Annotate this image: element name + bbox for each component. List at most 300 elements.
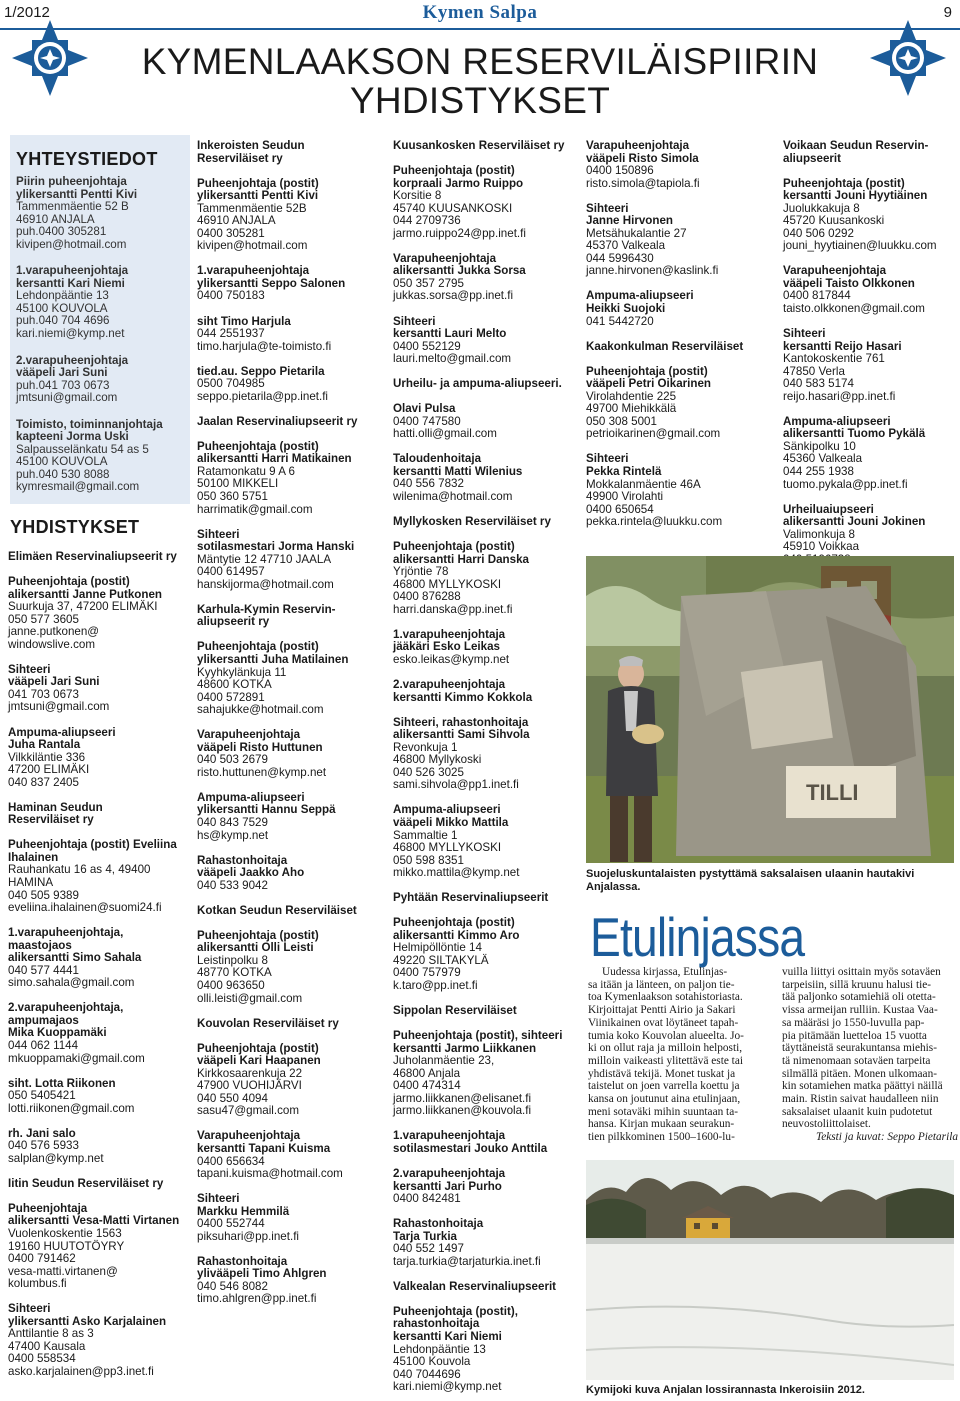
entry-detail: risto.huttunen@kymp.net	[197, 765, 327, 779]
entry-heading: Varapuheenjohtaja	[586, 139, 690, 152]
article-line: main. Ristin saivat haudalleen niin	[782, 1093, 939, 1106]
entry	[16, 176, 184, 251]
entry-detail: 044 2551937	[197, 327, 265, 341]
directory-column-5	[783, 140, 958, 579]
page-title	[110, 42, 850, 120]
entry-detail: 044 062 1144	[8, 1039, 79, 1052]
entry	[393, 378, 573, 391]
entry-heading: Puheenjohtaja (postit)	[8, 575, 130, 589]
entry-detail: 45720 Kuusankoski	[783, 214, 885, 228]
entry-heading: Jaalan Reservinaliupseerit ry	[197, 414, 358, 428]
entry	[8, 927, 196, 990]
entry-detail: Lehdonpääntie 13	[16, 289, 109, 303]
entry-heading: vääpeli Jari Suni	[8, 675, 100, 689]
entry-detail: puh.040 704 4696	[16, 314, 110, 328]
entry-heading: 2.varapuheenjohtaja	[393, 678, 506, 692]
entry-heading: sotilasmestari Jorma Hanski	[197, 540, 355, 554]
entry-heading: 2.varapuheenjohtaja,	[8, 1001, 124, 1015]
entry-detail: tuomo.pykala@pp.inet.fi	[783, 477, 908, 491]
entry	[197, 905, 377, 918]
entry-detail: mikko.mattila@kymp.net	[393, 866, 520, 880]
article-line: Kirjoittajat Pentti Airio ja Sakari	[588, 1004, 736, 1017]
entry-heading: Varapuheenjohtaja	[393, 251, 497, 265]
entry-detail: 47850 Verla	[783, 364, 845, 378]
entry-heading: Puheenjohtaja (postit)	[783, 176, 905, 190]
entry-detail: 0400 552129	[393, 339, 461, 353]
entry-detail: hatti.olli@gmail.com	[393, 427, 497, 441]
entry-detail: 45370 Valkeala	[586, 239, 666, 253]
entry-detail: puh.0400 305281	[16, 225, 107, 239]
entry-detail: Suurkuja 37, 47200 ELIMÄKI	[8, 600, 158, 614]
entry	[197, 930, 377, 1005]
entry	[393, 892, 573, 905]
entry-heading: Ampuma-aliupseeri	[197, 790, 305, 804]
entry-detail: jarmo.ruippo24@pp.inet.fi	[393, 226, 526, 240]
entry-detail: 46800 Anjala	[393, 1066, 461, 1080]
entry-detail: 0400 757979	[393, 966, 461, 980]
entry-detail: taisto.olkkonen@gmail.com	[783, 302, 925, 316]
entry-detail: Salpausselänkatu 54 as 5	[16, 442, 149, 456]
entry	[393, 917, 573, 992]
entry	[393, 516, 573, 529]
entry	[586, 366, 766, 441]
entry-heading: vääpeli Risto Huttunen	[197, 740, 323, 754]
entry-detail: 040 506 0292	[783, 226, 854, 240]
entry-detail: 0400 750183	[197, 289, 265, 303]
article-line: tä nimenomaan sotaväen tarpeita	[782, 1054, 931, 1067]
article-column-2	[782, 966, 958, 1144]
tablet-text: TILLI	[806, 780, 859, 805]
entry-detail: 040 843 7529	[197, 816, 268, 830]
entry-detail: 45360 Valkeala	[783, 452, 863, 466]
entry-detail: 0400 747580	[393, 414, 461, 428]
entry	[393, 1130, 573, 1155]
entry-detail: Leistinpolku 8	[197, 953, 268, 967]
entry-heading: alikersantti Tuomo Pykälä	[783, 427, 926, 441]
entry	[197, 641, 377, 716]
entry-heading: Voikaan Seudun Reservin-	[783, 139, 929, 152]
entry-detail: Vuolenkoskentie 1563	[8, 1227, 122, 1241]
entry-detail: 50100 MIKKELI	[197, 477, 279, 491]
entry-heading: kersantti Tapani Kuisma	[197, 1141, 331, 1155]
entry-detail: 49900 Virolahti	[586, 490, 664, 504]
directory-column-4	[586, 140, 766, 529]
page-header	[0, 0, 960, 30]
entry-heading: Sihteeri	[586, 201, 629, 215]
article-line: ki on ollut raja ja milloin helposti,	[588, 1042, 743, 1055]
entry	[393, 679, 573, 704]
entry-detail: 040 576 5933	[8, 1139, 79, 1153]
entry-heading: sotilasmestari Jouko Anttila	[393, 1141, 548, 1155]
entry-detail: HAMINA	[8, 875, 54, 889]
entry	[783, 416, 958, 491]
entry-heading: Puheenjohtaja	[8, 1201, 88, 1215]
entry	[8, 1303, 196, 1378]
article-line: toa Kymenlaakson sotahistoriasta.	[588, 991, 743, 1004]
article-line: milloin vaikeasti ylitettävä este tai	[588, 1054, 743, 1067]
entry-heading: Pekka Rintelä	[586, 464, 662, 478]
contact-box-body	[16, 176, 184, 494]
entry-detail: Sammaltie 1	[393, 828, 458, 842]
entry-heading: vääpeli Mikko Mattila	[393, 815, 509, 829]
entry-heading: Markku Hemmilä	[197, 1204, 290, 1218]
entry	[783, 328, 958, 403]
entry-detail: 0400 150896	[586, 164, 654, 178]
entry-heading: Olavi Pulsa	[393, 402, 456, 416]
entry-heading: Rahastonhoitaja	[393, 1217, 484, 1231]
entry-heading: Sihteeri, rahastonhoitaja	[393, 715, 529, 729]
entry	[8, 664, 196, 714]
entry-detail: Kantokoskentie 761	[783, 352, 885, 366]
entry	[197, 441, 377, 516]
entry-heading: Valkealan Reservinaliupseerit	[393, 1279, 557, 1293]
entry	[16, 419, 184, 494]
entry-heading: alikersantti Janne Putkonen	[8, 587, 162, 601]
entry-detail: Vilkkiläntie 336	[8, 750, 86, 764]
entry-heading: Reserviläiset ry	[8, 813, 94, 827]
entry-detail: Lehdonpääntie 13	[393, 1342, 486, 1356]
entry-heading: Sihteeri	[8, 662, 51, 676]
entry-detail: 46910 ANJALA	[197, 214, 276, 228]
entry-heading: alikersantti Jukka Sorsa	[393, 264, 526, 278]
entry-heading: kersantti Lauri Melto	[393, 327, 507, 341]
entry-heading: vääpeli Risto Simola	[586, 151, 699, 165]
entry-heading: Sihteeri	[8, 1302, 51, 1316]
entry-detail: olli.leisti@gmail.com	[197, 991, 303, 1005]
entry-heading: kersantti Jouni Hyytiäinen	[783, 189, 928, 203]
entry-heading: 1.varapuheenjohtaja	[16, 264, 129, 278]
entry-detail: timo.harjula@te-toimisto.fi	[197, 339, 332, 353]
entry-heading: Mika Kuoppamäki	[8, 1026, 107, 1040]
entry-detail: 46800 MYLLYKOSKI	[393, 841, 502, 855]
article-line: sa määräsi jo 1550-luvulla pap-	[782, 1016, 925, 1029]
article-line: tien pilkkominen 1500–1600-lu-	[588, 1131, 735, 1144]
entry-heading: vääpeli Jari Suni	[16, 366, 108, 380]
entry-detail: 050 598 8351	[393, 853, 464, 867]
entry-heading: Puheenjohtaja (postit)	[197, 928, 319, 942]
entry	[197, 178, 377, 253]
entry-heading: Puheenjohtaja (postit), sihteeri	[393, 1029, 563, 1043]
article-line: saksalaiset ulaanit kuin pudotetut	[782, 1105, 933, 1118]
entry-detail: 0400 656634	[197, 1154, 265, 1168]
entry-detail: pekka.rintela@luukku.com	[586, 515, 723, 529]
entry-heading: kersantti Reijo Hasari	[783, 339, 902, 353]
entry-detail: Valimonkuja 8	[783, 527, 855, 541]
entry-detail: 040 583 5174	[783, 377, 854, 391]
entry	[8, 839, 196, 914]
river-photo	[586, 1160, 954, 1380]
entry-detail: Juolukkakuja 8	[783, 201, 860, 215]
entry	[197, 604, 377, 629]
entry	[16, 355, 184, 405]
entry-heading: rahastonhoitaja	[393, 1317, 480, 1331]
entry-heading: kersantti Kari Niemi	[393, 1329, 502, 1343]
entry-heading: 1.varapuheenjohtaja	[197, 264, 310, 278]
entry-heading: Reserviläiset ry	[197, 151, 283, 165]
article-heading: Etulinjassa	[590, 906, 805, 968]
entry	[393, 629, 573, 667]
entry-heading: Kotkan Seudun Reserviläiset	[197, 903, 357, 917]
entry-heading: Puheenjohtaja (postit)	[393, 540, 515, 554]
entry-detail: piksuhari@pp.inet.fi	[197, 1229, 299, 1243]
entry-heading: 1.varapuheenjohtaja,	[8, 926, 124, 940]
page-title-line1: KYMENLAAKSON RESERVILÄISPIIRIN	[141, 41, 819, 82]
entry-heading: korpraali Jarmo Ruippo	[393, 176, 524, 190]
entry	[8, 802, 196, 827]
entry	[197, 1193, 377, 1243]
article-line: vissa armeijan rulliin. Kustaa Vaa-	[782, 1004, 938, 1017]
entry-heading: ylivääpeli Timo Ahlgren	[197, 1267, 327, 1281]
entry-detail: 040 503 2679	[197, 753, 268, 767]
entry-detail: 46910 ANJALA	[16, 212, 95, 226]
article-line: tumia koko Kouvolan alueelta. Jo-	[588, 1029, 744, 1042]
article-line: tää paljonko sotamiehiä oli otetta-	[782, 991, 936, 1004]
entry-detail: 0400 791462	[8, 1252, 76, 1266]
entry-detail: 0400 474314	[393, 1079, 461, 1093]
entry-heading: Sippolan Reserviläiset	[393, 1004, 517, 1018]
entry	[393, 1005, 573, 1018]
entry	[8, 1078, 196, 1116]
entry-detail: janne.putkonen@	[8, 625, 100, 639]
article-line: täyttäneistä seurakuntansa miehis-	[782, 1042, 937, 1055]
entry-heading: Pyhtään Reservinaliupseerit	[393, 891, 549, 905]
entry-heading: rh. Jani salo	[8, 1126, 76, 1140]
entry-detail: kymresmail@gmail.com	[16, 480, 140, 494]
entry-detail: Metsähukalantie 27	[586, 226, 687, 240]
entry-heading: Ampuma-aliupseeri	[586, 289, 694, 303]
entry	[197, 1018, 377, 1031]
entry-detail: Kyyhkylänkuja 11	[197, 665, 287, 679]
entry-detail: Mokkalanmäentie 46A	[586, 477, 701, 491]
entry-detail: 044 5996430	[586, 251, 654, 265]
entry-heading: ylikersantti Juha Matilainen	[197, 653, 349, 666]
entry-detail: 0400 817844	[783, 289, 851, 303]
entry	[393, 253, 573, 303]
entry	[197, 1130, 377, 1180]
article-line: kansa on joutunut aina etulinjaan,	[588, 1093, 741, 1106]
entry	[197, 316, 377, 354]
entry	[783, 140, 958, 165]
entry-detail: 0400 558534	[8, 1352, 76, 1366]
entry	[393, 1168, 573, 1206]
entry-heading: Puheenjohtaja (postit)	[393, 916, 515, 930]
entry-heading: ylikersantti Asko Karjalainen	[8, 1314, 167, 1328]
article-line: Viinikainen ovat löytäneet tapah-	[588, 1016, 739, 1029]
entry-detail: kolumbus.fi	[8, 1277, 67, 1291]
entry-detail: Juholanmäentie 23,	[393, 1054, 495, 1068]
entry-detail: jmtsuni@gmail.com	[8, 700, 110, 714]
entry-heading: alikersantti Kimmo Aro	[393, 928, 520, 942]
entry	[393, 1306, 573, 1394]
entry-detail: tarja.turkia@tarjaturkia.inet.fi	[393, 1254, 541, 1268]
entry-detail: janne.hirvonen@kaslink.fi	[586, 264, 719, 278]
entry-detail: Mäntytie 12 47710 JAALA	[197, 552, 332, 566]
entry-detail: 49220 SILTAKYLÄ	[393, 953, 489, 967]
contact-info-box	[10, 135, 190, 504]
entry	[586, 341, 766, 354]
contact-box-title: YHTEYSTIEDOT	[16, 149, 158, 169]
entry-detail: 041 703 0673	[8, 687, 79, 701]
issue-number: 1/2012	[4, 4, 50, 21]
entry-heading: alikersantti Olli Leisti	[197, 941, 314, 955]
memorial-photo	[586, 556, 954, 863]
entry-detail: 050 577 3605	[8, 612, 79, 626]
page-number: 9	[943, 4, 952, 21]
article-line: pia pitämään luetteloa 15 vuotta	[782, 1029, 927, 1042]
entry-detail: 040 577 4441	[8, 963, 79, 977]
article-line: sa itään ja länteen, on paljon tie-	[588, 978, 735, 991]
entry-heading: ylikersantti Pentti Kivi	[16, 187, 138, 201]
entry	[16, 265, 184, 340]
entry-heading: aliupseerit	[783, 151, 841, 165]
entry-heading: 1.varapuheenjohtaja	[393, 1129, 506, 1143]
entry-detail: sasu47@gmail.com	[197, 1104, 299, 1118]
entry-heading: kersantti Kari Niemi	[16, 276, 125, 290]
entry-heading: Taloudenhoitaja	[393, 452, 482, 466]
entry-detail: 040 552 1497	[393, 1242, 464, 1256]
entry-detail: 0400 876288	[393, 590, 461, 604]
entry-heading: kersantti Matti Wilenius	[393, 464, 523, 478]
entry	[197, 729, 377, 779]
entry-detail: sami.sihvola@pp1.inet.fi	[393, 778, 519, 792]
entry-heading: Puheenjohtaja (postit)	[586, 364, 708, 378]
article-line: vuilla liittyi osittain myös sotaväen	[782, 966, 941, 978]
entry-detail: harrimatik@gmail.com	[197, 502, 313, 516]
photo-caption: Kymijoki kuva Anjalan lossirannasta Inkeroisiin 2012.	[586, 1384, 865, 1396]
entry-detail: Helmipöllöntie 14	[393, 941, 482, 955]
entry-detail: seppo.pietarila@pp.inet.fi	[197, 389, 329, 403]
entry-heading: Inkeroisten Seudun	[197, 139, 305, 152]
article-column-1	[588, 966, 764, 1144]
entry-detail: 46800 MYLLYKOSKI	[393, 577, 502, 591]
entry-detail: 0400 552744	[197, 1217, 265, 1231]
entry-heading: alikersantti Sami Sihvola	[393, 728, 530, 742]
entry-heading: alikersantti Harri Matikainen	[197, 452, 352, 466]
entry-detail: kari.niemi@kymp.net	[393, 1380, 502, 1394]
entry	[8, 1178, 196, 1191]
entry-detail: petrioikarinen@gmail.com	[586, 427, 721, 441]
article-line: silmällä pitäen. Monen ulkomaan-	[782, 1067, 937, 1080]
article-line: taistelut on joen varrella koettu ja	[588, 1080, 740, 1093]
entry-heading: Puheenjohtaja (postit),	[393, 1304, 518, 1318]
entry-heading: Karhula-Kymin Reservin-	[197, 602, 336, 616]
directory-column-3	[393, 140, 573, 1394]
entry-heading: Varapuheenjohtaja	[783, 264, 887, 278]
entry	[197, 265, 377, 303]
article-line: neuvostoliittolaiset.	[782, 1118, 871, 1131]
entry-detail: 45740 KUUSANKOSKI	[393, 201, 513, 215]
entry-heading: Iitin Seudun Reserviläiset ry	[8, 1176, 164, 1190]
entry-detail: 041 5442720	[586, 314, 654, 328]
entry	[393, 316, 573, 366]
entry-heading: Ampuma-aliupseeri	[393, 803, 501, 817]
entry-detail: puh.040 530 8088	[16, 467, 110, 481]
entry-detail: lauri.melto@gmail.com	[393, 352, 512, 366]
entry-detail: 040 556 7832	[393, 477, 464, 491]
entry-heading: tied.au. Seppo Pietarila	[197, 364, 325, 378]
entry-detail: esko.leikas@kymp.net	[393, 653, 510, 666]
entry-detail: Tammenmäentie 52 B	[16, 200, 129, 214]
entry-detail: 45910 Voikkaa	[783, 540, 860, 554]
entry-detail: hs@kymp.net	[197, 828, 269, 842]
entry-detail: 46800 Myllykoski	[393, 753, 482, 767]
entry-heading: Tarja Turkia	[393, 1229, 458, 1243]
entry	[8, 1203, 196, 1291]
entry	[393, 403, 573, 441]
entry-detail: Kirkkosaarenkuja 22	[197, 1066, 303, 1080]
entry-heading: Piirin puheenjohtaja	[16, 175, 127, 188]
entry-heading: Rahastonhoitaja	[197, 1254, 288, 1268]
entry-heading: Puheenjohtaja (postit)	[197, 176, 319, 190]
entry-detail: 0400 842481	[393, 1192, 461, 1206]
entry-detail: 47400 Kausala	[8, 1339, 86, 1353]
article-byline: Teksti ja kuvat: Seppo Pietarila	[815, 1131, 958, 1144]
article-line: tarpeisiin, sillä kruunu halusi tie-	[782, 978, 932, 991]
entry-detail: Ratamonkatu 9 A 6	[197, 464, 295, 478]
entry-detail: 0400 650654	[586, 502, 654, 516]
article-line: hansa. Kirjan mukaan seurakun-	[588, 1118, 735, 1131]
entry-heading: Janne Hirvonen	[586, 214, 673, 228]
entry	[393, 1218, 573, 1268]
entry-heading: alikersantti Simo Sahala	[8, 951, 142, 965]
entry	[586, 453, 766, 528]
entry-detail: 050 5405421	[8, 1089, 76, 1103]
entry-heading: kersantti Jari Purho	[393, 1179, 502, 1193]
entry-detail: Sänkipolku 10	[783, 439, 856, 453]
page-title-line2: YHDISTYKSET	[349, 80, 611, 121]
entry-heading: ampumajaos	[8, 1013, 79, 1027]
entry-detail: 47900 VUOHIJÄRVI	[197, 1079, 302, 1093]
entry-heading: Puheenjohtaja (postit) Eveliina	[8, 838, 177, 852]
entry	[393, 453, 573, 503]
entry-detail: 050 308 5001	[586, 414, 657, 428]
entry-heading: Sihteeri	[393, 314, 436, 328]
entry-detail: Yrjöntie 78	[393, 565, 449, 579]
photo-caption: Suojeluskuntalaisten pystyttämä saksalaisen ulaanin hautakivi Anjalassa.	[586, 868, 915, 893]
entry-detail: harri.danska@pp.inet.fi	[393, 602, 513, 616]
entry-detail: 49700 Miehikkälä	[586, 402, 677, 416]
entry-detail: 044 2709736	[393, 214, 461, 228]
entry	[393, 541, 573, 616]
entry-heading: 1.varapuheenjohtaja	[393, 627, 506, 641]
entry	[197, 529, 377, 592]
entry	[393, 140, 573, 153]
entry-detail: 0400 614957	[197, 565, 265, 579]
entry-heading: maastojaos	[8, 938, 72, 952]
entry-detail: jmtsuni@gmail.com	[16, 391, 118, 405]
entry-detail: 48600 KOTKA	[197, 678, 272, 692]
entry	[393, 717, 573, 792]
entry-detail: risto.simola@tapiola.fi	[586, 176, 700, 190]
entry-detail: lotti.riikonen@gmail.com	[8, 1101, 135, 1115]
entry-heading: vääpeli Jaakko Aho	[197, 866, 305, 880]
entry-heading: Varapuheenjohtaja	[197, 1129, 301, 1143]
entry-heading: Rahastonhoitaja	[197, 853, 288, 867]
entry-heading: ylikersantti Seppo Salonen	[197, 276, 346, 290]
entry-detail: 19160 HUUTOTÖYRY	[8, 1239, 125, 1253]
entry-detail: 040 526 3025	[393, 765, 464, 779]
entry	[197, 1256, 377, 1306]
entry	[197, 416, 377, 429]
entry	[8, 1128, 196, 1166]
entry-detail: reijo.hasari@pp.inet.fi	[783, 389, 896, 403]
entry-heading: vääpeli Taisto Olkkonen	[783, 276, 915, 290]
entry-heading: Sihteeri	[783, 327, 826, 341]
entry	[393, 165, 573, 240]
entry-heading: Varapuheenjohtaja	[197, 728, 301, 742]
entry-detail: 044 255 1938	[783, 465, 854, 479]
entry-heading: vääpeli Petri Oikarinen	[586, 377, 712, 391]
